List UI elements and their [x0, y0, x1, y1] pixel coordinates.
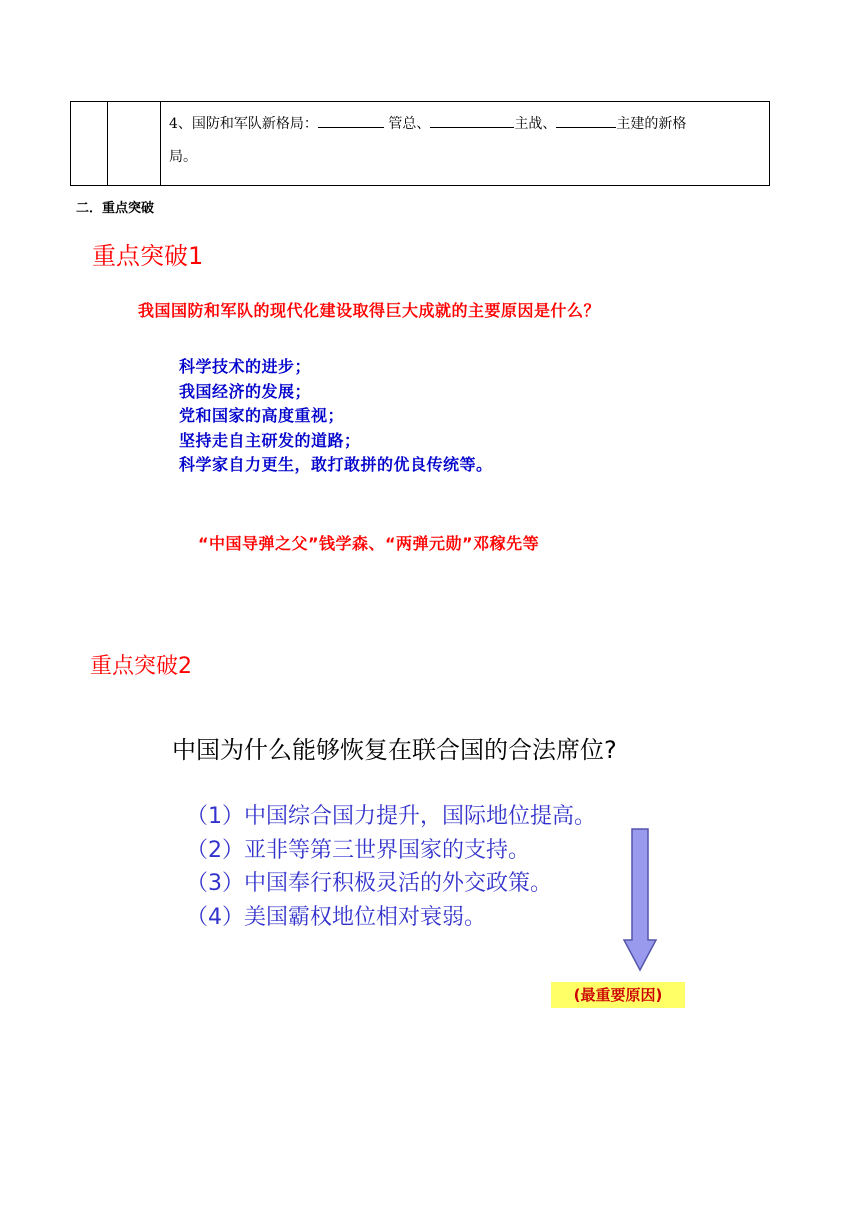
answer-item: 党和国家的高度重视； — [179, 406, 345, 425]
breakthrough-1-answers — [179, 355, 493, 478]
answer-item: 科学技术的进步； — [179, 357, 312, 376]
item-prefix: 4、国防和军队新格局： — [169, 116, 318, 132]
blank-3[interactable] — [556, 113, 616, 128]
blank-2[interactable] — [430, 113, 514, 128]
fill-in-table — [70, 101, 770, 186]
table-cell-empty-2 — [108, 102, 161, 185]
breakthrough-2-question: 中国为什么能够恢复在联合国的合法席位? — [172, 736, 617, 764]
most-important-reason-label: (最重要原因) — [551, 982, 685, 1008]
item-seg-1: 管总、 — [388, 116, 431, 132]
answer-item: 科学家自力更生，敢打敢拼的优良传统等。 — [179, 455, 493, 474]
item-seg-2: 主战、 — [514, 116, 557, 132]
breakthrough-1-title: 重点突破1 — [92, 242, 204, 270]
answer-item: （4）美国霸权地位相对衰弱。 — [186, 904, 486, 930]
answer-item: （3）中国奉行积极灵活的外交政策。 — [186, 871, 552, 896]
answer-item: 我国经济的发展； — [179, 381, 312, 401]
table-cell-empty-1 — [71, 102, 108, 185]
item-seg-3: 主建的新格 — [616, 116, 687, 132]
answer-item: 坚持走自主研发的道路； — [179, 430, 361, 450]
section-heading: 二．重点突破 — [76, 201, 155, 216]
item-seg-4: 局。 — [169, 149, 197, 165]
blank-1[interactable] — [318, 113, 384, 128]
breakthrough-2-title: 重点突破2 — [90, 654, 192, 679]
breakthrough-1-question: 我国国防和军队的现代化建设取得巨大成就的主要原因是什么？ — [138, 301, 601, 320]
breakthrough-2-answers — [186, 800, 596, 934]
answer-item: （1）中国综合国力提升，国际地位提高。 — [186, 804, 596, 829]
table-cell-content — [169, 108, 765, 174]
down-arrow-icon — [622, 828, 658, 972]
answer-item: （2）亚非等第三世界国家的支持。 — [186, 837, 530, 863]
breakthrough-1-note: “中国导弹之父”钱学森、“两弹元勋”邓稼先等 — [198, 534, 540, 553]
